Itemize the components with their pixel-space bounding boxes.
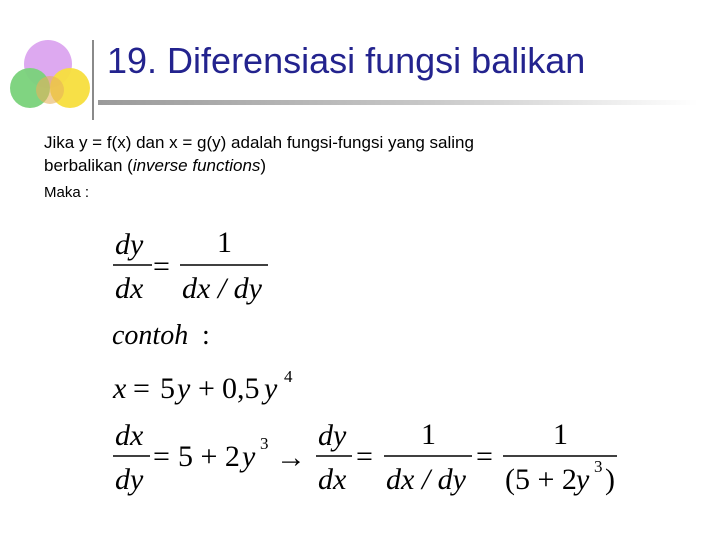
ex-x: x: [113, 372, 127, 405]
d-rhs: 5 + 2: [178, 440, 240, 473]
contoh-colon: :: [202, 320, 210, 351]
intro-line-2-suffix: ): [260, 156, 267, 175]
ex-five: 5: [160, 372, 175, 405]
contoh-label: contoh: [112, 320, 189, 351]
ex-y1: y: [177, 372, 191, 405]
slide-title: 19. Diferensiasi fungsi balikan: [107, 40, 586, 81]
maka-label: Maka :: [44, 184, 90, 201]
r-den-2-open: (5 + 2: [505, 463, 577, 496]
d-den: dy: [115, 463, 144, 496]
r-den-2-exponent: 3: [594, 457, 603, 476]
d-num: dx: [115, 419, 144, 452]
f1-num-right: 1: [217, 226, 232, 259]
r-den-2-y: y: [576, 463, 590, 496]
r-one-2: 1: [553, 418, 568, 451]
d-exponent: 3: [260, 434, 269, 453]
r-den-1: dx / dy: [386, 463, 466, 496]
ex-plus: +: [198, 372, 215, 405]
f1-num-left: dy: [115, 228, 144, 261]
ex-equals: =: [133, 372, 150, 405]
d-y: y: [242, 440, 256, 473]
r-equals-1: =: [356, 440, 373, 473]
r-den-2-close: ): [605, 463, 615, 496]
r-den: dx: [318, 463, 347, 496]
r-equals-2: =: [476, 440, 493, 473]
ex-half: 0,5: [222, 372, 260, 405]
intro-line-1: Jika y = f(x) dan x = g(y) adalah fungsi-fungsi yang saling: [44, 133, 474, 152]
d-equals: =: [153, 440, 170, 473]
f1-den-left: dx: [115, 272, 144, 305]
r-one-1: 1: [421, 418, 436, 451]
intro-line-2-prefix: berbalikan (: [44, 156, 133, 175]
r-num: dy: [318, 419, 347, 452]
f1-equals: =: [153, 250, 170, 283]
intro-line-2-italic: inverse functions: [132, 156, 261, 175]
ex-y2: y: [264, 372, 278, 405]
f1-den-right: dx / dy: [182, 272, 262, 305]
implies-arrow-icon: →: [276, 441, 306, 474]
ex-exponent: 4: [284, 367, 293, 386]
